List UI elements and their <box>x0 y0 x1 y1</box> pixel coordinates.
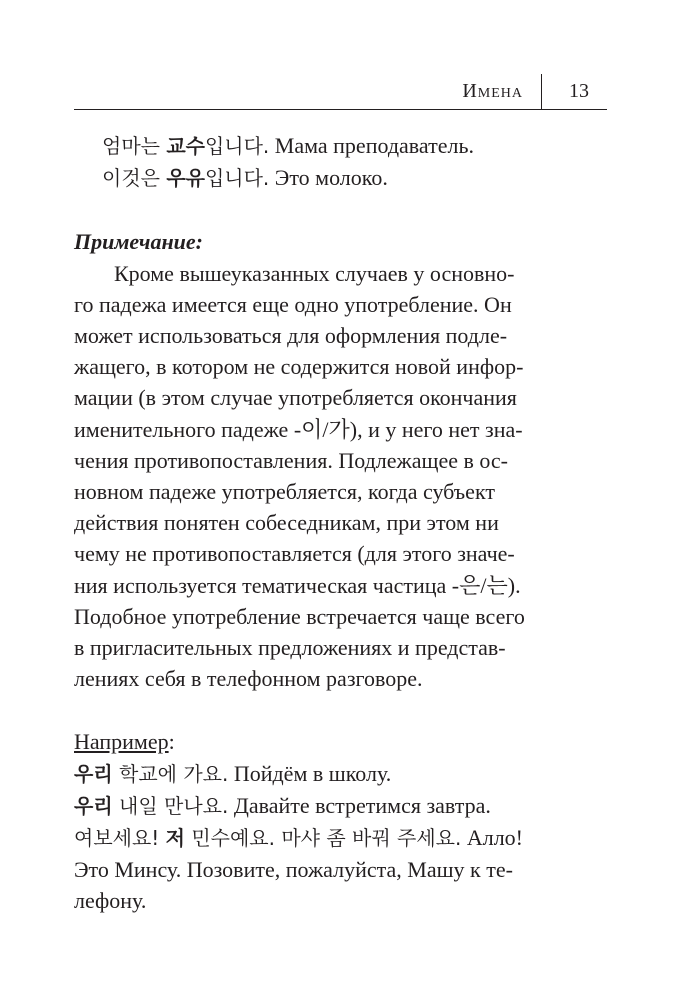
note-line: чему не противопоставляется (для этого значе- <box>74 541 515 567</box>
top-example-2 <box>102 162 609 194</box>
examples-heading-row <box>74 726 609 757</box>
example-korean: 이것은 <box>102 166 167 191</box>
note-line: действия понятен собеседникам, при этом ни <box>74 510 499 536</box>
example-line-5: лефону. <box>74 888 147 914</box>
note-line: мации (в этом случае употребляется окончания <box>74 385 517 411</box>
note-line: может использоваться для оформления подле- <box>74 323 508 349</box>
example-korean: 엄마는 <box>102 134 167 158</box>
example-korean: 학교에 가요. <box>112 761 229 786</box>
example-translation: Пойдём в школу. <box>228 760 392 786</box>
example-line-1 <box>74 758 609 790</box>
note-line: го падежа имеется еще одно употребление. Он <box>74 291 512 317</box>
example-korean-bold: 우유 <box>166 166 205 191</box>
page-header <box>74 74 607 110</box>
note-heading: Примечание: <box>74 229 203 255</box>
example-line-2 <box>74 790 609 822</box>
note-line: жащего, в котором не содержится новой инфор- <box>74 354 524 380</box>
examples-heading-colon: : <box>168 729 175 755</box>
example-korean-bold: 교수 <box>166 134 205 158</box>
example-korean-bold: 저 <box>165 826 185 851</box>
header-separator <box>541 74 542 110</box>
header-rule <box>74 109 607 110</box>
note-line: именительного падеже -이/가), и у него нет зна- <box>74 416 523 442</box>
note-line: в пригласительных предложениях и представ- <box>74 635 506 661</box>
note-line: лениях себя в телефонном разговоре. <box>74 666 423 692</box>
example-translation: Это молоко. <box>269 165 388 191</box>
note-line: Кроме вышеуказанных случаев у основно- <box>114 260 515 286</box>
note-line: ния используется тематическая частица -은/는). <box>74 572 521 598</box>
note-line: новном падеже употребляется, когда субъект <box>74 479 495 505</box>
example-korean: 내일 만나요. <box>112 793 229 818</box>
example-line-4: Это Минсу. Позовите, пожалуйста, Машу к те- <box>74 857 513 883</box>
examples-heading: Например <box>74 729 169 755</box>
example-korean: 입니다. <box>204 134 270 158</box>
example-translation: Мама преподаватель. <box>269 133 474 158</box>
example-korean: 입니다. <box>204 166 270 191</box>
example-korean: 민수예요. 마샤 좀 바꿔 주세요. <box>184 826 462 851</box>
example-translation: Давайте встретимся завтра. <box>228 792 491 818</box>
running-title: Имена <box>462 80 523 102</box>
example-line-3 <box>74 822 609 854</box>
page-content <box>74 130 609 917</box>
example-korean-bold: 우리 <box>74 793 113 818</box>
note-line: чения противопоставления. Подлежащее в ос- <box>74 447 508 473</box>
page-number: 13 <box>569 80 589 102</box>
example-korean-bold: 우리 <box>74 761 113 786</box>
top-examples <box>74 130 609 194</box>
note-line: Подобное употребление встречается чаще всего <box>74 603 525 629</box>
example-korean: 여보세요! <box>74 826 166 851</box>
top-example-1 <box>102 130 609 162</box>
note-paragraph <box>74 258 609 695</box>
example-translation: Алло! <box>461 825 523 851</box>
